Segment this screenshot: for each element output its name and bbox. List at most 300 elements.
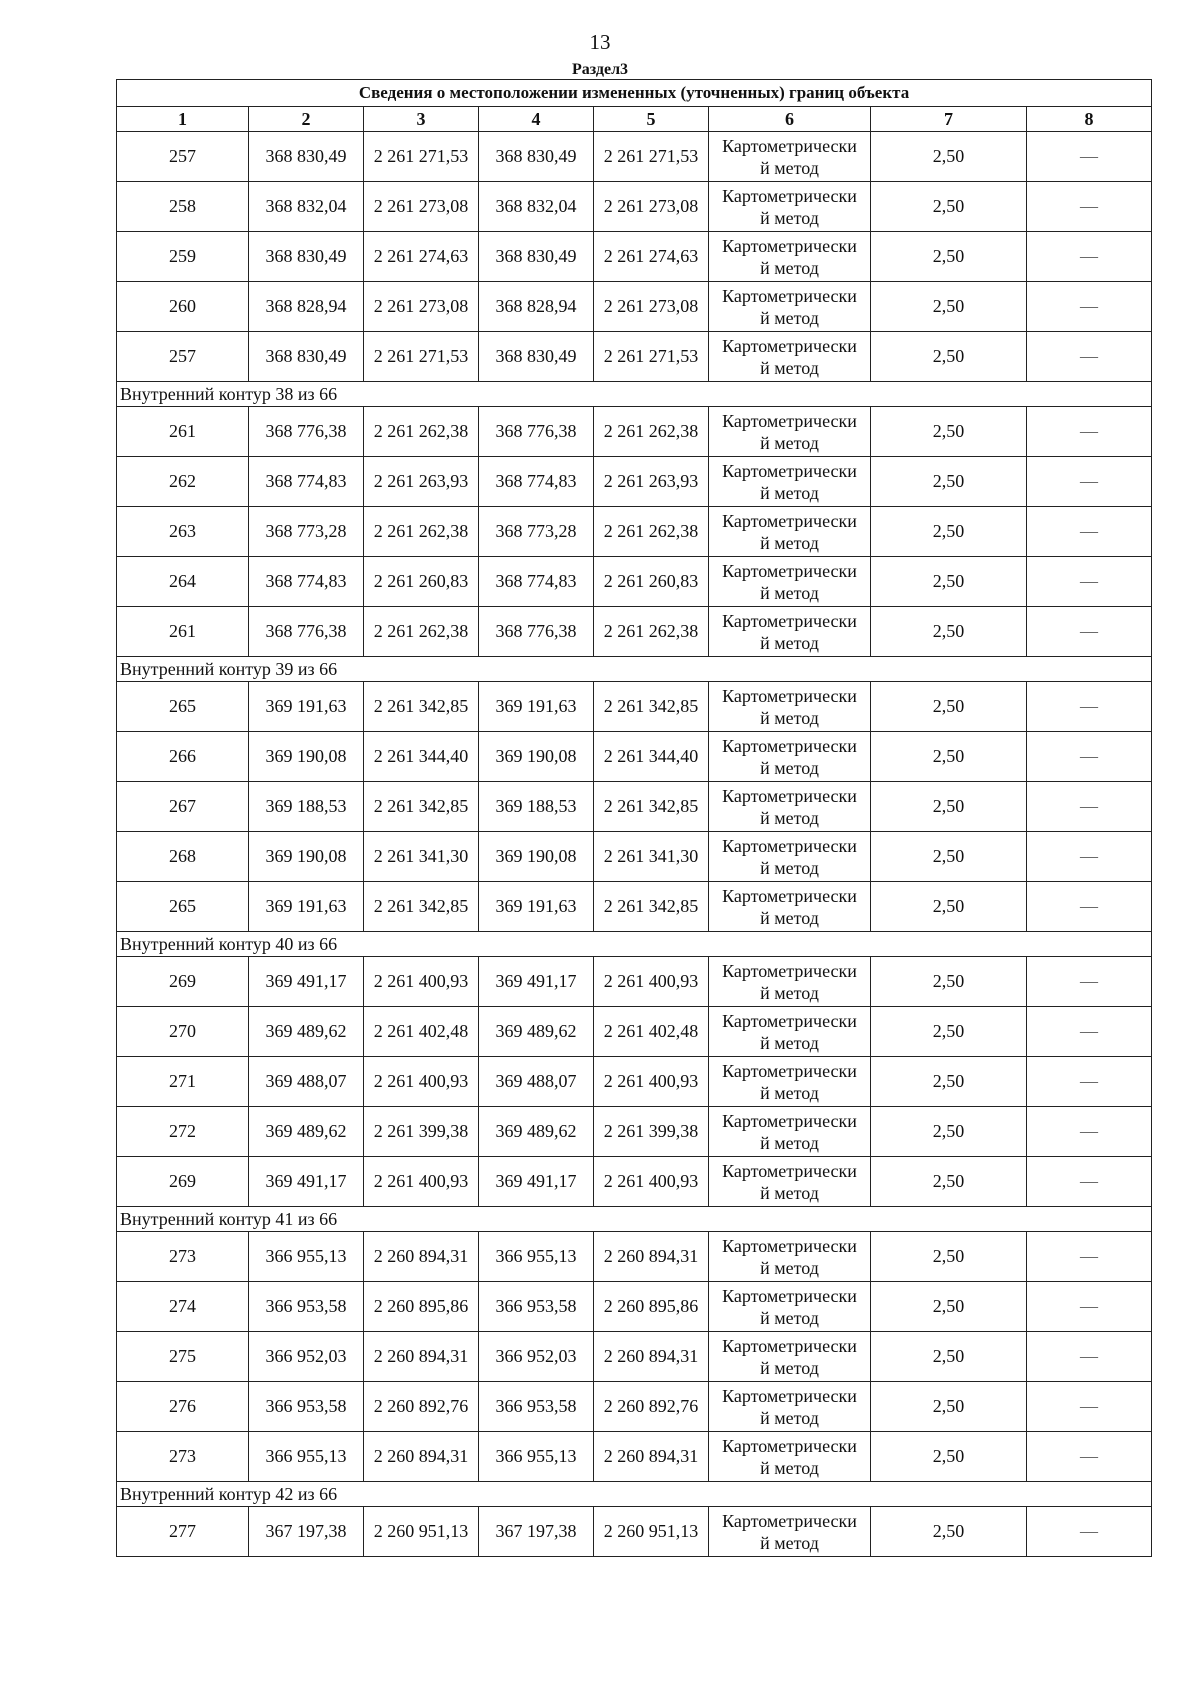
table-body	[117, 132, 1152, 1557]
method-cell	[709, 607, 871, 657]
column-header: 8	[1027, 107, 1152, 132]
method-line: й метод	[760, 857, 819, 878]
method-line: Картометрически	[722, 885, 857, 906]
coordinate-cell: 2 261 273,08	[364, 282, 479, 332]
coordinate-cell: 368 773,28	[249, 507, 364, 557]
method-cell	[709, 732, 871, 782]
table-row	[117, 1107, 1152, 1157]
coordinate-cell: 2 261 342,85	[594, 682, 709, 732]
method-line: Картометрически	[722, 460, 857, 481]
table-row	[117, 1382, 1152, 1432]
table-row	[117, 182, 1152, 232]
coordinate-cell: 369 191,63	[249, 682, 364, 732]
table-row	[117, 332, 1152, 382]
precision-cell: 2,50	[871, 232, 1027, 282]
coordinate-cell: 2 261 263,93	[594, 457, 709, 507]
coordinate-cell: 2 261 271,53	[594, 132, 709, 182]
method-line: Картометрически	[722, 1510, 857, 1531]
point-number-cell: 272	[117, 1107, 249, 1157]
column-header: 2	[249, 107, 364, 132]
column-header: 4	[479, 107, 594, 132]
coordinate-cell: 2 261 262,38	[364, 407, 479, 457]
coordinate-cell: 2 261 262,38	[594, 507, 709, 557]
coordinate-cell: 368 832,04	[479, 182, 594, 232]
method-line: й метод	[760, 432, 819, 453]
coordinate-cell: 2 261 400,93	[364, 957, 479, 1007]
coordinate-cell: 2 260 894,31	[594, 1332, 709, 1382]
coordinate-cell: 2 261 260,83	[364, 557, 479, 607]
coordinate-cell: 368 830,49	[479, 232, 594, 282]
method-line: Картометрически	[722, 785, 857, 806]
empty-value-dash: —	[1027, 607, 1152, 657]
coordinate-cell: 2 261 274,63	[364, 232, 479, 282]
contour-caption-row	[117, 382, 1152, 407]
coordinate-cell: 369 489,62	[249, 1107, 364, 1157]
coordinate-cell: 368 828,94	[479, 282, 594, 332]
precision-cell: 2,50	[871, 1232, 1027, 1282]
precision-cell: 2,50	[871, 407, 1027, 457]
empty-value-dash: —	[1027, 282, 1152, 332]
point-number-cell: 260	[117, 282, 249, 332]
method-cell	[709, 782, 871, 832]
table-row	[117, 832, 1152, 882]
point-number-cell: 273	[117, 1432, 249, 1482]
method-line: Картометрически	[722, 1335, 857, 1356]
coordinate-cell: 2 261 402,48	[594, 1007, 709, 1057]
method-cell	[709, 882, 871, 932]
method-line: й метод	[760, 982, 819, 1003]
point-number-cell: 270	[117, 1007, 249, 1057]
method-line: й метод	[760, 307, 819, 328]
method-cell	[709, 457, 871, 507]
method-line: Картометрически	[722, 960, 857, 981]
method-cell	[709, 832, 871, 882]
method-line: Картометрически	[722, 1110, 857, 1131]
method-line: й метод	[760, 1082, 819, 1103]
column-header: 7	[871, 107, 1027, 132]
coordinate-cell: 2 261 341,30	[594, 832, 709, 882]
method-cell	[709, 1507, 871, 1557]
coordinate-cell: 369 489,62	[479, 1107, 594, 1157]
coordinate-cell: 369 190,08	[249, 732, 364, 782]
table-title: Сведения о местоположении измененных (уточненных) границ объекта	[117, 80, 1152, 107]
empty-value-dash: —	[1027, 1382, 1152, 1432]
empty-value-dash: —	[1027, 332, 1152, 382]
precision-cell: 2,50	[871, 832, 1027, 882]
empty-value-dash: —	[1027, 782, 1152, 832]
method-line: Картометрически	[722, 735, 857, 756]
coordinate-cell: 2 261 342,85	[364, 882, 479, 932]
method-cell	[709, 957, 871, 1007]
table-row	[117, 782, 1152, 832]
point-number-cell: 263	[117, 507, 249, 557]
table-row	[117, 682, 1152, 732]
point-number-cell: 277	[117, 1507, 249, 1557]
coordinate-cell: 2 260 894,31	[364, 1232, 479, 1282]
precision-cell: 2,50	[871, 682, 1027, 732]
point-number-cell: 266	[117, 732, 249, 782]
precision-cell: 2,50	[871, 782, 1027, 832]
section-label: Раздел3	[571, 61, 629, 78]
method-cell	[709, 1382, 871, 1432]
coordinate-cell: 2 260 951,13	[364, 1507, 479, 1557]
coordinate-cell: 2 261 262,38	[594, 407, 709, 457]
coordinate-cell: 2 261 342,85	[594, 882, 709, 932]
precision-cell: 2,50	[871, 1007, 1027, 1057]
method-cell	[709, 507, 871, 557]
method-cell	[709, 332, 871, 382]
point-number-cell: 264	[117, 557, 249, 607]
coordinate-cell: 366 952,03	[479, 1332, 594, 1382]
method-line: й метод	[760, 207, 819, 228]
coordinate-cell: 2 260 951,13	[594, 1507, 709, 1557]
method-line: Картометрически	[722, 1010, 857, 1031]
point-number-cell: 261	[117, 407, 249, 457]
point-number-cell: 258	[117, 182, 249, 232]
table-row	[117, 1507, 1152, 1557]
column-header: 6	[709, 107, 871, 132]
precision-cell: 2,50	[871, 732, 1027, 782]
coordinate-cell: 366 952,03	[249, 1332, 364, 1382]
contour-caption-row	[117, 932, 1152, 957]
point-number-cell: 257	[117, 132, 249, 182]
coordinate-cell: 2 261 399,38	[364, 1107, 479, 1157]
method-line: й метод	[760, 1032, 819, 1053]
method-cell	[709, 182, 871, 232]
table-row	[117, 407, 1152, 457]
method-line: й метод	[760, 632, 819, 653]
coordinate-cell: 369 191,63	[479, 682, 594, 732]
method-cell	[709, 132, 871, 182]
coordinate-cell: 2 260 892,76	[364, 1382, 479, 1432]
precision-cell: 2,50	[871, 882, 1027, 932]
coordinate-cell: 366 955,13	[249, 1232, 364, 1282]
coordinate-cell: 2 261 400,93	[364, 1057, 479, 1107]
coordinate-cell: 369 488,07	[479, 1057, 594, 1107]
method-line: Картометрически	[722, 685, 857, 706]
empty-value-dash: —	[1027, 1507, 1152, 1557]
coordinate-cell: 368 776,38	[479, 607, 594, 657]
coordinate-cell: 369 489,62	[249, 1007, 364, 1057]
coordinate-cell: 2 261 271,53	[594, 332, 709, 382]
empty-value-dash: —	[1027, 1332, 1152, 1382]
coordinate-cell: 369 188,53	[249, 782, 364, 832]
method-line: Картометрически	[722, 1435, 857, 1456]
empty-value-dash: —	[1027, 132, 1152, 182]
coordinate-cell: 2 260 894,31	[594, 1432, 709, 1482]
coordinate-cell: 2 260 892,76	[594, 1382, 709, 1432]
empty-value-dash: —	[1027, 407, 1152, 457]
empty-value-dash: —	[1027, 457, 1152, 507]
precision-cell: 2,50	[871, 132, 1027, 182]
precision-cell: 2,50	[871, 957, 1027, 1007]
coordinate-cell: 366 953,58	[249, 1382, 364, 1432]
method-cell	[709, 1282, 871, 1332]
empty-value-dash: —	[1027, 732, 1152, 782]
coordinate-cell: 368 830,49	[249, 132, 364, 182]
empty-value-dash: —	[1027, 1107, 1152, 1157]
coordinate-cell: 2 260 894,31	[594, 1232, 709, 1282]
contour-caption-row	[117, 657, 1152, 682]
contour-caption-row	[117, 1207, 1152, 1232]
contour-caption: Внутренний контур 42 из 66	[117, 1482, 1152, 1507]
method-line: Картометрически	[722, 235, 857, 256]
empty-value-dash: —	[1027, 832, 1152, 882]
method-line: Картометрически	[722, 1285, 857, 1306]
precision-cell: 2,50	[871, 607, 1027, 657]
method-line: й метод	[760, 707, 819, 728]
precision-cell: 2,50	[871, 1157, 1027, 1207]
point-number-cell: 262	[117, 457, 249, 507]
precision-cell: 2,50	[871, 1507, 1027, 1557]
table-row	[117, 1232, 1152, 1282]
coordinate-cell: 369 491,17	[249, 957, 364, 1007]
coordinate-cell: 366 953,58	[249, 1282, 364, 1332]
method-line: й метод	[760, 357, 819, 378]
method-line: Картометрически	[722, 1060, 857, 1081]
method-line: Картометрически	[722, 1235, 857, 1256]
coordinate-cell: 2 261 402,48	[364, 1007, 479, 1057]
column-header: 5	[594, 107, 709, 132]
point-number-cell: 257	[117, 332, 249, 382]
coordinate-cell: 2 261 273,08	[364, 182, 479, 232]
coordinate-cell: 366 955,13	[479, 1432, 594, 1482]
point-number-cell: 268	[117, 832, 249, 882]
method-line: Картометрически	[722, 185, 857, 206]
empty-value-dash: —	[1027, 557, 1152, 607]
coordinate-cell: 368 830,49	[249, 332, 364, 382]
coordinate-cell: 2 261 273,08	[594, 182, 709, 232]
page-number: 13	[589, 30, 611, 54]
coordinate-cell: 2 261 400,93	[594, 1157, 709, 1207]
table-row	[117, 1332, 1152, 1382]
empty-value-dash: —	[1027, 1157, 1152, 1207]
method-cell	[709, 1232, 871, 1282]
coordinate-cell: 2 261 344,40	[594, 732, 709, 782]
column-header: 1	[117, 107, 249, 132]
method-line: Картометрически	[722, 335, 857, 356]
coordinate-cell: 369 491,17	[479, 1157, 594, 1207]
point-number-cell: 274	[117, 1282, 249, 1332]
table-row	[117, 232, 1152, 282]
precision-cell: 2,50	[871, 507, 1027, 557]
table-row	[117, 132, 1152, 182]
table-row	[117, 607, 1152, 657]
coordinate-cell: 2 261 271,53	[364, 332, 479, 382]
empty-value-dash: —	[1027, 1282, 1152, 1332]
point-number-cell: 269	[117, 1157, 249, 1207]
method-line: й метод	[760, 1357, 819, 1378]
table-row	[117, 507, 1152, 557]
coordinate-cell: 2 261 342,85	[364, 782, 479, 832]
method-line: й метод	[760, 157, 819, 178]
method-line: Картометрически	[722, 135, 857, 156]
coordinate-cell: 2 260 895,86	[364, 1282, 479, 1332]
point-number-cell: 269	[117, 957, 249, 1007]
coordinate-cell: 368 774,83	[249, 457, 364, 507]
table-row	[117, 882, 1152, 932]
coordinate-cell: 369 188,53	[479, 782, 594, 832]
contour-caption: Внутренний контур 40 из 66	[117, 932, 1152, 957]
point-number-cell: 261	[117, 607, 249, 657]
empty-value-dash: —	[1027, 882, 1152, 932]
empty-value-dash: —	[1027, 957, 1152, 1007]
method-cell	[709, 232, 871, 282]
precision-cell: 2,50	[871, 1332, 1027, 1382]
method-line: й метод	[760, 807, 819, 828]
method-cell	[709, 1007, 871, 1057]
boundary-coordinates-table	[116, 79, 1152, 1557]
method-line: Картометрически	[722, 510, 857, 531]
coordinate-cell: 369 190,08	[479, 832, 594, 882]
method-line: й метод	[760, 1132, 819, 1153]
coordinate-cell: 2 261 260,83	[594, 557, 709, 607]
table-row	[117, 957, 1152, 1007]
table-row	[117, 1157, 1152, 1207]
coordinate-cell: 368 776,38	[249, 607, 364, 657]
coordinate-cell: 369 191,63	[479, 882, 594, 932]
contour-caption: Внутренний контур 39 из 66	[117, 657, 1152, 682]
coordinate-cell: 368 773,28	[479, 507, 594, 557]
coordinate-cell: 366 953,58	[479, 1282, 594, 1332]
coordinate-cell: 2 261 262,38	[364, 507, 479, 557]
precision-cell: 2,50	[871, 457, 1027, 507]
table-row	[117, 1007, 1152, 1057]
method-line: й метод	[760, 1532, 819, 1553]
table-row	[117, 457, 1152, 507]
method-line: й метод	[760, 582, 819, 603]
method-cell	[709, 282, 871, 332]
method-cell	[709, 1157, 871, 1207]
coordinate-cell: 2 261 400,93	[594, 1057, 709, 1107]
precision-cell: 2,50	[871, 182, 1027, 232]
empty-value-dash: —	[1027, 232, 1152, 282]
method-line: Картометрически	[722, 835, 857, 856]
empty-value-dash: —	[1027, 1432, 1152, 1482]
method-line: Картометрически	[722, 1160, 857, 1181]
coordinate-cell: 366 955,13	[249, 1432, 364, 1482]
coordinate-cell: 369 491,17	[479, 957, 594, 1007]
coordinate-cell: 2 261 400,93	[364, 1157, 479, 1207]
coordinate-cell: 2 261 262,38	[594, 607, 709, 657]
method-cell	[709, 1432, 871, 1482]
coordinate-cell: 2 261 342,85	[364, 682, 479, 732]
empty-value-dash: —	[1027, 182, 1152, 232]
coordinate-cell: 368 830,49	[479, 132, 594, 182]
table-row	[117, 557, 1152, 607]
precision-cell: 2,50	[871, 1382, 1027, 1432]
coordinate-cell: 368 830,49	[249, 232, 364, 282]
point-number-cell: 276	[117, 1382, 249, 1432]
coordinate-cell: 368 774,83	[249, 557, 364, 607]
contour-caption: Внутренний контур 38 из 66	[117, 382, 1152, 407]
point-number-cell: 259	[117, 232, 249, 282]
method-cell	[709, 1057, 871, 1107]
method-line: й метод	[760, 482, 819, 503]
coordinate-cell: 2 261 262,38	[364, 607, 479, 657]
method-line: й метод	[760, 907, 819, 928]
coordinate-cell: 368 828,94	[249, 282, 364, 332]
precision-cell: 2,50	[871, 282, 1027, 332]
coordinate-cell: 367 197,38	[479, 1507, 594, 1557]
method-line: й метод	[760, 1257, 819, 1278]
coordinate-cell: 369 488,07	[249, 1057, 364, 1107]
method-cell	[709, 1107, 871, 1157]
coordinate-cell: 2 261 400,93	[594, 957, 709, 1007]
precision-cell: 2,50	[871, 1107, 1027, 1157]
coordinate-cell: 368 774,83	[479, 557, 594, 607]
method-cell	[709, 1332, 871, 1382]
method-line: й метод	[760, 1457, 819, 1478]
coordinate-cell: 368 776,38	[249, 407, 364, 457]
empty-value-dash: —	[1027, 1057, 1152, 1107]
coordinate-cell: 368 832,04	[249, 182, 364, 232]
coordinate-cell: 369 489,62	[479, 1007, 594, 1057]
method-line: й метод	[760, 1407, 819, 1428]
coordinate-cell: 2 260 894,31	[364, 1432, 479, 1482]
point-number-cell: 273	[117, 1232, 249, 1282]
method-line: Картометрически	[722, 285, 857, 306]
table-row	[117, 1432, 1152, 1482]
empty-value-dash: —	[1027, 682, 1152, 732]
coordinate-cell: 2 261 341,30	[364, 832, 479, 882]
method-line: Картометрически	[722, 610, 857, 631]
precision-cell: 2,50	[871, 332, 1027, 382]
table-row	[117, 1057, 1152, 1107]
precision-cell: 2,50	[871, 1057, 1027, 1107]
method-cell	[709, 407, 871, 457]
table-row	[117, 282, 1152, 332]
coordinate-cell: 369 491,17	[249, 1157, 364, 1207]
coordinate-cell: 2 261 344,40	[364, 732, 479, 782]
method-line: Картометрически	[722, 410, 857, 431]
point-number-cell: 267	[117, 782, 249, 832]
coordinate-cell: 2 260 894,31	[364, 1332, 479, 1382]
point-number-cell: 265	[117, 682, 249, 732]
method-line: й метод	[760, 1307, 819, 1328]
contour-caption: Внутренний контур 41 из 66	[117, 1207, 1152, 1232]
method-line: й метод	[760, 257, 819, 278]
precision-cell: 2,50	[871, 1432, 1027, 1482]
coordinate-cell: 367 197,38	[249, 1507, 364, 1557]
coordinate-cell: 2 260 895,86	[594, 1282, 709, 1332]
coordinate-cell: 369 190,08	[249, 832, 364, 882]
coordinate-cell: 366 955,13	[479, 1232, 594, 1282]
coordinate-cell: 366 953,58	[479, 1382, 594, 1432]
coordinate-cell: 368 830,49	[479, 332, 594, 382]
precision-cell: 2,50	[871, 557, 1027, 607]
point-number-cell: 265	[117, 882, 249, 932]
point-number-cell: 271	[117, 1057, 249, 1107]
coordinate-cell: 2 261 274,63	[594, 232, 709, 282]
table-row	[117, 732, 1152, 782]
coordinate-cell: 2 261 399,38	[594, 1107, 709, 1157]
coordinate-cell: 368 776,38	[479, 407, 594, 457]
method-cell	[709, 557, 871, 607]
contour-caption-row	[117, 1482, 1152, 1507]
empty-value-dash: —	[1027, 507, 1152, 557]
precision-cell: 2,50	[871, 1282, 1027, 1332]
column-header: 3	[364, 107, 479, 132]
table-row	[117, 1282, 1152, 1332]
coordinate-cell: 2 261 273,08	[594, 282, 709, 332]
coordinate-cell: 368 774,83	[479, 457, 594, 507]
empty-value-dash: —	[1027, 1232, 1152, 1282]
coordinate-cell: 369 190,08	[479, 732, 594, 782]
coordinate-cell: 369 191,63	[249, 882, 364, 932]
point-number-cell: 275	[117, 1332, 249, 1382]
method-line: й метод	[760, 532, 819, 553]
